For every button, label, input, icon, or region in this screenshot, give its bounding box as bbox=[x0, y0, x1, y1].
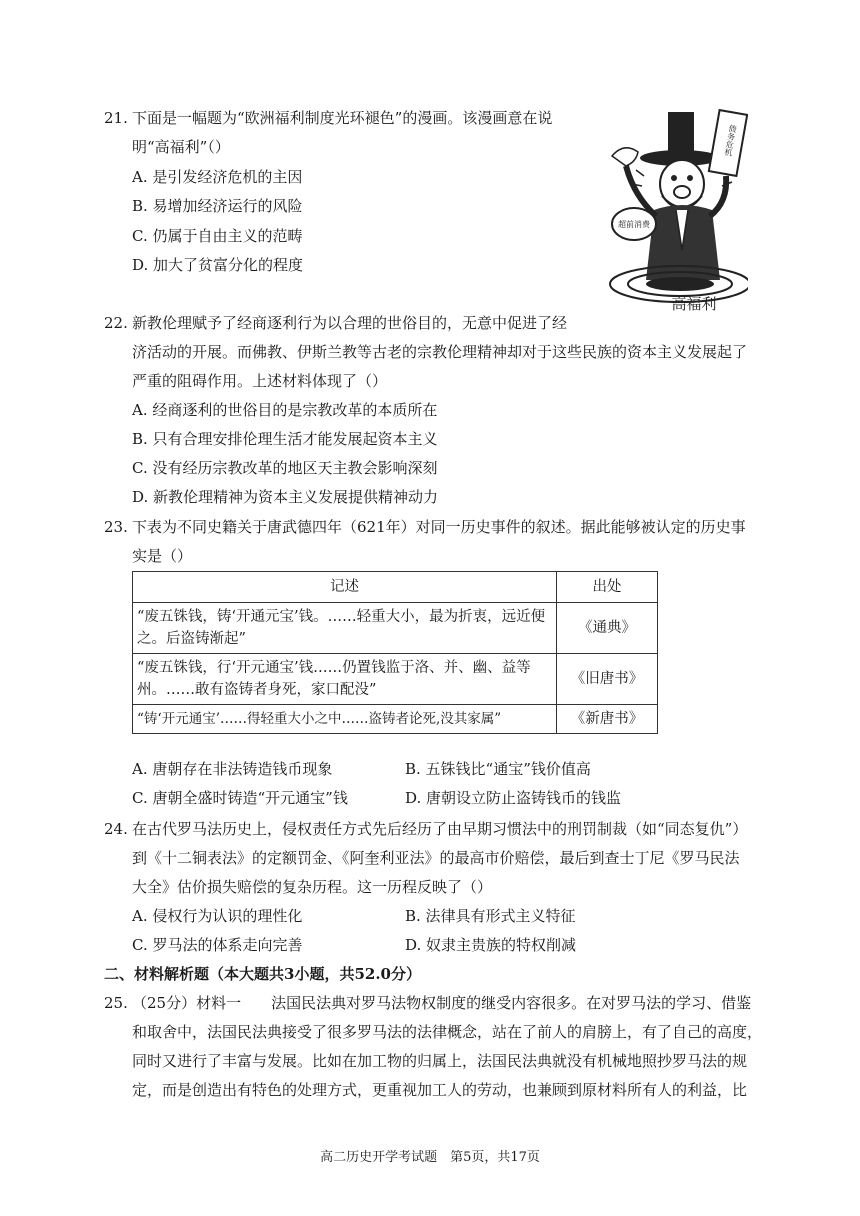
q25-number: 25. bbox=[104, 994, 128, 1012]
q21-stem-line1: 下面是一幅题为“欧洲福利制度光环褪色”的漫画。该漫画意在说 bbox=[132, 109, 553, 127]
table-cell-record: “废五铢钱，行‘开元通宝’钱……仍置钱监于洛、并、幽、益等州。……敢有盗铸者身死，家口配没” bbox=[133, 654, 557, 705]
q22-number: 22. bbox=[104, 314, 128, 332]
cartoon-bottom-label: 高福利 bbox=[671, 295, 717, 313]
table-header-record: 记述 bbox=[133, 572, 557, 603]
q22-stem-line1: 新教伦理赋予了经商逐利行为以合理的世俗目的，无意中促进了经 bbox=[132, 314, 568, 332]
q21-option-d: D. 加大了贫富分化的程度 bbox=[132, 256, 304, 274]
table-cell-source: 《旧唐书》 bbox=[557, 654, 658, 705]
q23-history-table bbox=[132, 571, 658, 734]
section-heading: 二、材料解析题（本大题共3小题，共52.0分） bbox=[104, 965, 421, 983]
q23-option-c: C. 唐朝全盛时铸造“开元通宝”钱 bbox=[132, 789, 348, 807]
q23-stem-line1: 下表为不同史籍关于唐武德四年（621年）对同一历史事件的叙述。据此能够被认定的历史事 bbox=[132, 518, 746, 536]
q21-option-a: A. 是引发经济危机的主因 bbox=[132, 168, 303, 186]
q23-option-b: B. 五铢钱比“通宝”钱价值高 bbox=[405, 760, 591, 778]
q23-option-a: A. 唐朝存在非法铸造钱币现象 bbox=[132, 760, 333, 778]
cartoon-bag-label: 超前消费 bbox=[618, 220, 650, 229]
q25-text-line1: （25分）材料一 法国民法典对罗马法物权制度的继受内容很多。在对罗马法的学习、借鉴 bbox=[132, 994, 752, 1012]
q22-stem-line2: 济活动的开展。而佛教、伊斯兰教等古老的宗教伦理精神却对于这些民族的资本主义发展起了 bbox=[132, 343, 748, 361]
q25-text-line3: 同时又进行了丰富与发展。比如在加工物的归属上，法国民法典就没有机械地照抄罗马法的规 bbox=[132, 1052, 748, 1070]
q21-number: 21. bbox=[104, 109, 128, 127]
welfare-cartoon-image bbox=[598, 106, 748, 316]
q24-stem-line3: 大全》估价损失赔偿的复杂历程。这一历程反映了（） bbox=[132, 878, 493, 896]
table-row bbox=[133, 705, 658, 734]
q23-option-d: D. 唐朝设立防止盗铸钱币的钱监 bbox=[405, 789, 622, 807]
q21-option-c: C. 仍属于自由主义的范畴 bbox=[132, 227, 303, 245]
table-cell-source: 《新唐书》 bbox=[557, 705, 658, 734]
page-footer: 高二历史开学考试题 第5页，共17页 bbox=[320, 1150, 540, 1165]
q24-option-d: D. 奴隶主贵族的特权削减 bbox=[405, 936, 577, 954]
q24-option-b: B. 法律具有形式主义特征 bbox=[405, 907, 576, 925]
q22-option-c: C. 没有经历宗教改革的地区天主教会影响深刻 bbox=[132, 459, 438, 477]
q25-text-line2: 和取舍中，法国民法典接受了很多罗马法的法律概念，站在了前人的肩膀上，有了自己的高度， bbox=[132, 1023, 763, 1041]
q22-option-a: A. 经商逐利的世俗目的是宗教改革的本质所在 bbox=[132, 401, 438, 419]
q24-number: 24. bbox=[104, 820, 128, 838]
table-cell-record: “铸‘开元通宝’……得轻重大小之中……盗铸者论死,没其家属” bbox=[133, 705, 557, 734]
q25-text-line4: 定，而是创造出有特色的处理方式，更重视加工人的劳动，也兼顾到原材料所有人的利益，比 bbox=[132, 1081, 748, 1099]
q22-option-b: B. 只有合理安排伦理生活才能发展起资本主义 bbox=[132, 430, 438, 448]
table-row bbox=[133, 654, 658, 705]
table-cell-source: 《通典》 bbox=[557, 603, 658, 654]
q23-number: 23. bbox=[104, 518, 128, 536]
q24-option-c: C. 罗马法的体系走向完善 bbox=[132, 936, 303, 954]
table-cell-record: “废五铢钱，铸‘开通元宝’钱。……轻重大小，最为折衷，远近便之。后盗铸渐起” bbox=[133, 603, 557, 654]
q24-stem-line2: 到《十二铜表法》的定额罚金、《阿奎利亚法》的最高市价赔偿，最后到查士丁尼《罗马民法 bbox=[132, 849, 740, 867]
table-header-row bbox=[133, 572, 658, 603]
table-header-source: 出处 bbox=[557, 572, 658, 603]
q22-stem-line3: 严重的阻碍作用。上述材料体现了（） bbox=[132, 372, 388, 390]
q21-option-b: B. 易增加经济运行的风险 bbox=[132, 197, 303, 215]
cartoon-document-label: 债务危机 bbox=[723, 123, 738, 157]
q22-option-d: D. 新教伦理精神为资本主义发展提供精神动力 bbox=[132, 488, 439, 506]
q23-stem-line2: 实是（） bbox=[132, 547, 193, 565]
q24-option-a: A. 侵权行为认识的理性化 bbox=[132, 907, 303, 925]
table-row bbox=[133, 603, 658, 654]
q24-stem-line1: 在古代罗马法历史上，侵权责任方式先后经历了由早期习惯法中的刑罚制裁（如“同态复仇”） bbox=[132, 820, 748, 838]
q21-stem-line2: 明“高福利”（） bbox=[132, 138, 230, 156]
